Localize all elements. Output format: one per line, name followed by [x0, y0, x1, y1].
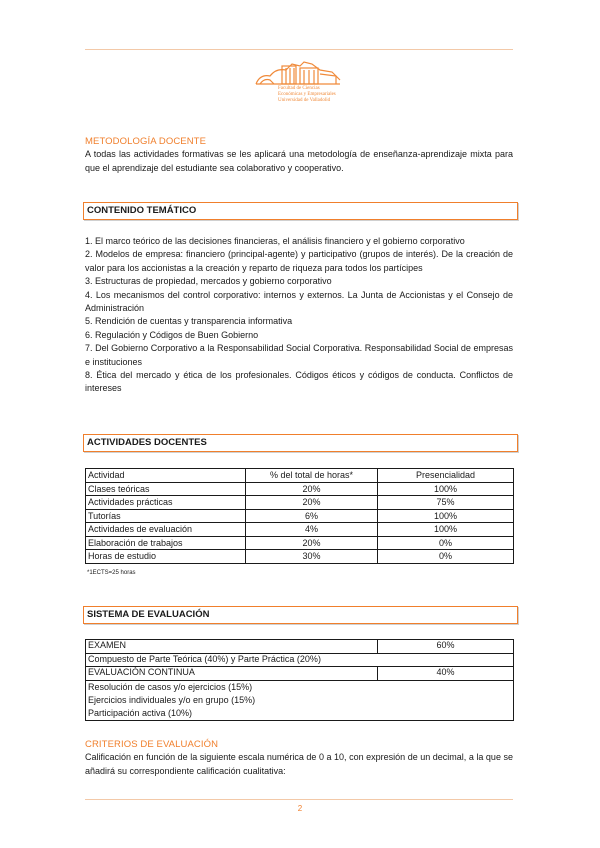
content-list [85, 235, 513, 396]
activity-name: Tutorías [86, 509, 246, 523]
activity-presence: 100% [378, 523, 514, 537]
table-row [86, 653, 514, 667]
exam-value: 60% [378, 640, 514, 654]
continuous-item: Ejercicios individuales y/o en grupo (15%) [88, 694, 256, 705]
activity-presence: 75% [378, 496, 514, 510]
continuous-items [86, 680, 514, 721]
evaluation-table [85, 639, 514, 721]
activity-hours: 4% [246, 523, 378, 537]
activities-heading: ACTIVIDADES DOCENTES [87, 437, 207, 448]
content-item-7: 7. Del Gobierno Corporativo a la Responsabilidad Social Corporativa. Responsabilidad Social de empresas e instituciones [85, 343, 513, 367]
table-row [86, 680, 514, 721]
col-header-hours: % del total de horas* [246, 469, 378, 483]
methodology-text: A todas las actividades formativas se les aplicará una metodología de enseñanza-aprendizaje mixta para que el aprendizaje del estudiante sea colaborativo y cooperativo. [85, 149, 513, 173]
activities-header-row [86, 469, 514, 483]
activity-presence: 100% [378, 509, 514, 523]
table-row [86, 536, 514, 550]
activity-name: Horas de estudio [86, 550, 246, 564]
content-heading: CONTENIDO TEMÁTICO [87, 205, 197, 216]
footer-rule [85, 799, 513, 800]
table-row [86, 667, 514, 681]
page-number: 2 [297, 804, 303, 813]
activity-hours: 30% [246, 550, 378, 564]
content-item-3: 3. Estructuras de propiedad, mercados y gobierno corporativo [85, 276, 332, 287]
activity-name: Actividades prácticas [86, 496, 246, 510]
activity-hours: 6% [246, 509, 378, 523]
activities-footnote: *1ECTS=25 horas [87, 570, 136, 576]
content-item-6: 6. Regulación y Códigos de Buen Gobierno [85, 329, 259, 340]
table-row [86, 523, 514, 537]
continuous-item: Resolución de casos y/o ejercicios (15%) [88, 681, 253, 692]
faculty-logo [252, 58, 347, 118]
content-item-1: 1. El marco teórico de las decisiones financieras, el análisis financiero y el gobierno corporativo [85, 236, 465, 246]
table-row [86, 496, 514, 510]
activity-name: Actividades de evaluación [86, 523, 246, 537]
continuous-item: Participación activa (10%) [88, 708, 193, 719]
activity-hours: 20% [246, 536, 378, 550]
criteria-text: Calificación en función de la siguiente escala numérica de 0 a 10, con expresión de un decimal, a la que se añadirá su correspondiente calificación cualitativa: [85, 752, 513, 776]
criteria-heading: CRITERIOS DE EVALUACIÓN [85, 739, 219, 750]
activities-table [85, 468, 514, 564]
table-row [86, 482, 514, 496]
logo-line-3: Universidad de Valladolid [278, 98, 331, 103]
content-heading-box [83, 202, 518, 220]
activity-hours: 20% [246, 482, 378, 496]
logo-line-2: Económicas y Empresariales [278, 92, 336, 97]
activity-name: Elaboración de trabajos [86, 536, 246, 550]
header-rule [85, 49, 513, 50]
continuous-label: EVALUACIÓN CONTINUA [86, 667, 378, 681]
exam-label: EXAMEN [86, 640, 378, 654]
evaluation-heading: SISTEMA DE EVALUACIÓN [87, 609, 210, 620]
table-row [86, 509, 514, 523]
table-row [86, 550, 514, 564]
col-header-presence: Presencialidad [378, 469, 514, 483]
activity-name: Clases teóricas [86, 482, 246, 496]
content-item-2: 2. Modelos de empresa: financiero (principal-agente) y participativo (grupos de interés). De la creación de valor para los accionistas a la creación y reparto de riqueza para todos los partícipes [85, 249, 513, 273]
table-row [86, 640, 514, 654]
exam-detail: Compuesto de Parte Teórica (40%) y Parte Práctica (20%) [86, 653, 514, 667]
content-item-5: 5. Rendición de cuentas y transparencia informativa [85, 316, 293, 327]
continuous-value: 40% [378, 667, 514, 681]
activities-heading-box [83, 434, 518, 452]
evaluation-heading-box [83, 606, 518, 624]
content-item-4: 4. Los mecanismos del control corporativo: internos y externos. La Junta de Accionistas y el Consejo de Administración [85, 289, 513, 314]
methodology-heading: METODOLOGÍA DOCENTE [85, 136, 207, 147]
activity-presence: 0% [378, 536, 514, 550]
logo-line-1: Facultad de Ciencias [278, 86, 320, 91]
activity-presence: 100% [378, 482, 514, 496]
activity-presence: 0% [378, 550, 514, 564]
activity-hours: 20% [246, 496, 378, 510]
content-item-8: 8. Ética del mercado y ética de los profesionales. Códigos éticos y códigos de conducta. Conflictos de intereses [85, 370, 513, 394]
col-header-activity: Actividad [86, 469, 246, 483]
